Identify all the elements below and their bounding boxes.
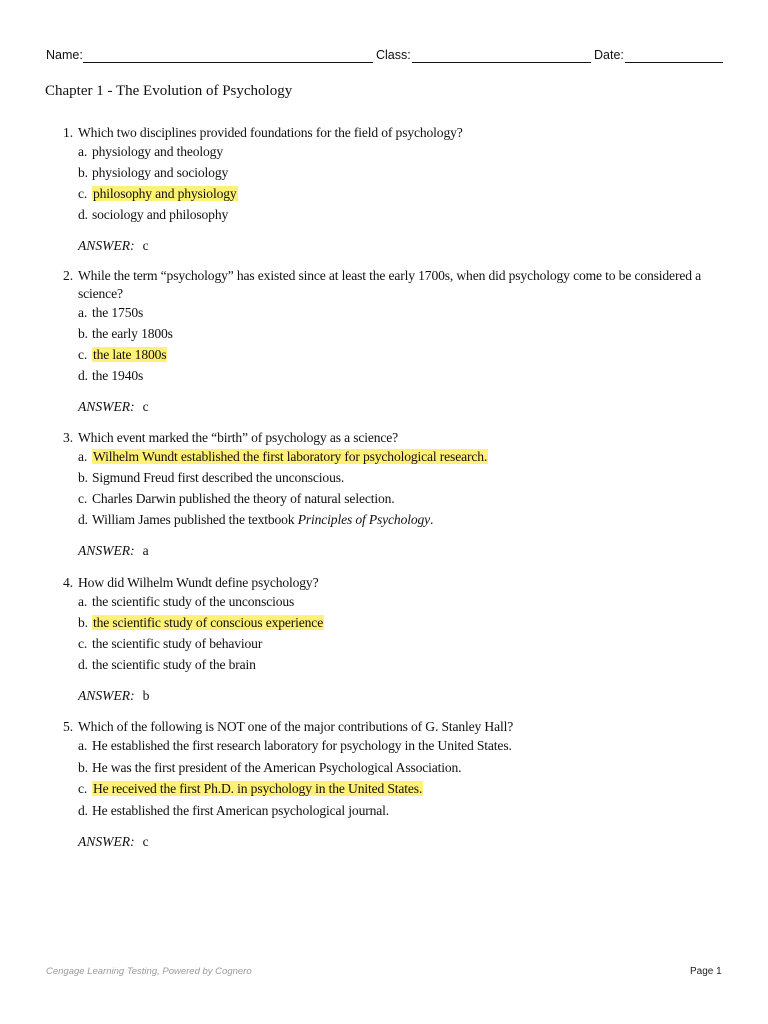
name-label: Name: — [46, 48, 83, 62]
answer-option — [78, 469, 344, 487]
option-text: He received the first Ph.D. in psychology in the United States. — [93, 781, 423, 796]
option-text-wrap — [92, 760, 461, 775]
option-letter: c. — [78, 636, 88, 651]
option-text-wrap — [92, 368, 143, 383]
option-letter: c. — [78, 781, 88, 796]
answer-option — [78, 367, 143, 385]
option-text: He was the first president of the American Psychological Association. — [92, 759, 462, 775]
class-field-line[interactable] — [412, 62, 591, 63]
answer-option — [78, 490, 395, 508]
option-text: Wilhelm Wundt established the first laboratory for psychological research. — [93, 449, 488, 464]
answer-option — [78, 185, 238, 203]
option-text-wrap — [92, 165, 228, 180]
answer-value: c — [142, 238, 149, 253]
class-label: Class: — [376, 48, 411, 62]
option-text-wrap — [92, 305, 143, 320]
option-text: the scientific study of the brain — [92, 657, 256, 672]
date-field-line[interactable] — [625, 62, 723, 63]
option-letter: d. — [78, 657, 88, 672]
option-letter: c. — [78, 347, 88, 362]
option-letter: a. — [78, 144, 88, 159]
answer-option — [78, 206, 228, 224]
date-label: Date: — [594, 48, 624, 62]
option-book-title: Principles of Psychology — [297, 512, 431, 527]
answer-value: c — [142, 399, 149, 414]
option-text: the 1750s — [92, 305, 144, 320]
option-text-wrap — [92, 657, 256, 672]
chapter-title: Chapter 1 - The Evolution of Psychology — [45, 83, 293, 99]
option-text: the scientific study of the unconscious — [92, 594, 295, 609]
answer-label: ANSWER: — [78, 238, 135, 253]
highlighted-correct-option — [92, 781, 423, 796]
highlighted-correct-option — [92, 347, 167, 362]
option-letter: a. — [78, 449, 88, 464]
answer-option — [78, 346, 167, 364]
option-text: He established the first research laboratory for psychology in the United States. — [92, 738, 512, 753]
option-letter: b. — [78, 470, 88, 485]
option-text: philosophy and physiology — [93, 186, 237, 201]
answer-option — [78, 511, 433, 529]
option-letter: b. — [78, 326, 88, 341]
answer-label: ANSWER: — [78, 688, 135, 703]
question-text: Which of the following is NOT one of the major contributions of G. Stanley Hall? — [78, 719, 514, 734]
option-text: physiology and theology — [92, 144, 223, 159]
option-text-wrap — [92, 326, 173, 341]
answer-label: ANSWER: — [78, 399, 135, 414]
option-letter: d. — [78, 207, 88, 222]
question-text: While the term “psychology” has existed since at least the early 1700s, when did psychology come to be considered a science? — [78, 268, 701, 301]
answer-line — [78, 542, 149, 560]
option-text: Charles Darwin published the theory of natural selection. — [92, 491, 395, 506]
option-letter: d. — [78, 512, 88, 527]
highlighted-correct-option — [92, 449, 488, 464]
answer-option — [78, 143, 223, 161]
footer-publisher: Cengage Learning Testing, Powered by Cognero — [46, 966, 252, 977]
question-number: 3. — [63, 430, 74, 445]
answer-option — [78, 325, 173, 343]
option-text: William James published the textbook — [92, 512, 298, 527]
option-text-wrap — [92, 207, 228, 222]
highlighted-correct-option — [92, 615, 324, 630]
question-number: 4. — [63, 575, 74, 590]
answer-option — [78, 737, 512, 755]
option-letter: d. — [78, 368, 88, 383]
answer-option — [78, 780, 423, 798]
answer-option — [78, 593, 294, 611]
name-field-line[interactable] — [83, 62, 373, 63]
question-number: 5. — [63, 719, 74, 734]
answer-value: b — [142, 688, 150, 703]
footer-page-number: Page 1 — [690, 966, 722, 977]
option-text: sociology and philosophy — [92, 207, 229, 222]
option-text: the scientific study of behaviour — [92, 636, 263, 651]
option-text-wrap — [92, 512, 433, 527]
option-text: the early 1800s — [92, 326, 173, 341]
option-letter: c. — [78, 186, 88, 201]
option-text: Sigmund Freud first described the unconscious. — [92, 470, 345, 485]
answer-option — [78, 656, 256, 674]
highlighted-correct-option — [92, 186, 238, 201]
option-text-wrap — [92, 636, 262, 651]
option-text: physiology and sociology — [92, 165, 229, 180]
answer-option — [78, 802, 389, 820]
answer-line — [78, 398, 149, 416]
option-text: the 1940s — [92, 368, 144, 383]
answer-value: a — [142, 543, 149, 558]
question-number: 1. — [63, 125, 74, 140]
question-text: Which event marked the “birth” of psychology as a science? — [78, 430, 399, 445]
option-letter: c. — [78, 491, 88, 506]
question-text: How did Wilhelm Wundt define psychology? — [78, 575, 319, 590]
question-text: Which two disciplines provided foundations for the field of psychology? — [78, 125, 463, 140]
option-text-wrap — [92, 144, 223, 159]
answer-label: ANSWER: — [78, 833, 135, 849]
answer-line — [78, 687, 149, 705]
option-text-wrap — [92, 470, 344, 485]
option-letter: a. — [78, 594, 88, 609]
answer-option — [78, 759, 461, 777]
answer-option — [78, 164, 228, 182]
answer-line — [78, 237, 149, 255]
answer-option — [78, 635, 262, 653]
option-letter: b. — [78, 615, 88, 630]
option-letter: a. — [78, 738, 88, 753]
option-text-wrap — [92, 491, 395, 506]
option-letter: d. — [78, 802, 88, 818]
answer-label: ANSWER: — [78, 543, 135, 558]
option-letter: a. — [78, 305, 88, 320]
answer-option — [78, 304, 143, 322]
answer-option — [78, 614, 324, 632]
option-text: He established the first American psychological journal. — [92, 802, 389, 818]
option-suffix: . — [430, 512, 434, 527]
answer-line — [78, 833, 149, 851]
option-text-wrap — [92, 803, 389, 818]
option-letter: b. — [78, 759, 88, 775]
option-text-wrap — [92, 738, 512, 753]
answer-option — [78, 448, 488, 466]
option-letter: b. — [78, 165, 88, 180]
option-text-wrap — [92, 594, 294, 609]
answer-value: c — [142, 833, 149, 849]
option-text: the scientific study of conscious experience — [93, 615, 324, 630]
student-info-header — [46, 47, 723, 65]
option-text: the late 1800s — [93, 347, 167, 362]
question-number: 2. — [63, 268, 74, 283]
